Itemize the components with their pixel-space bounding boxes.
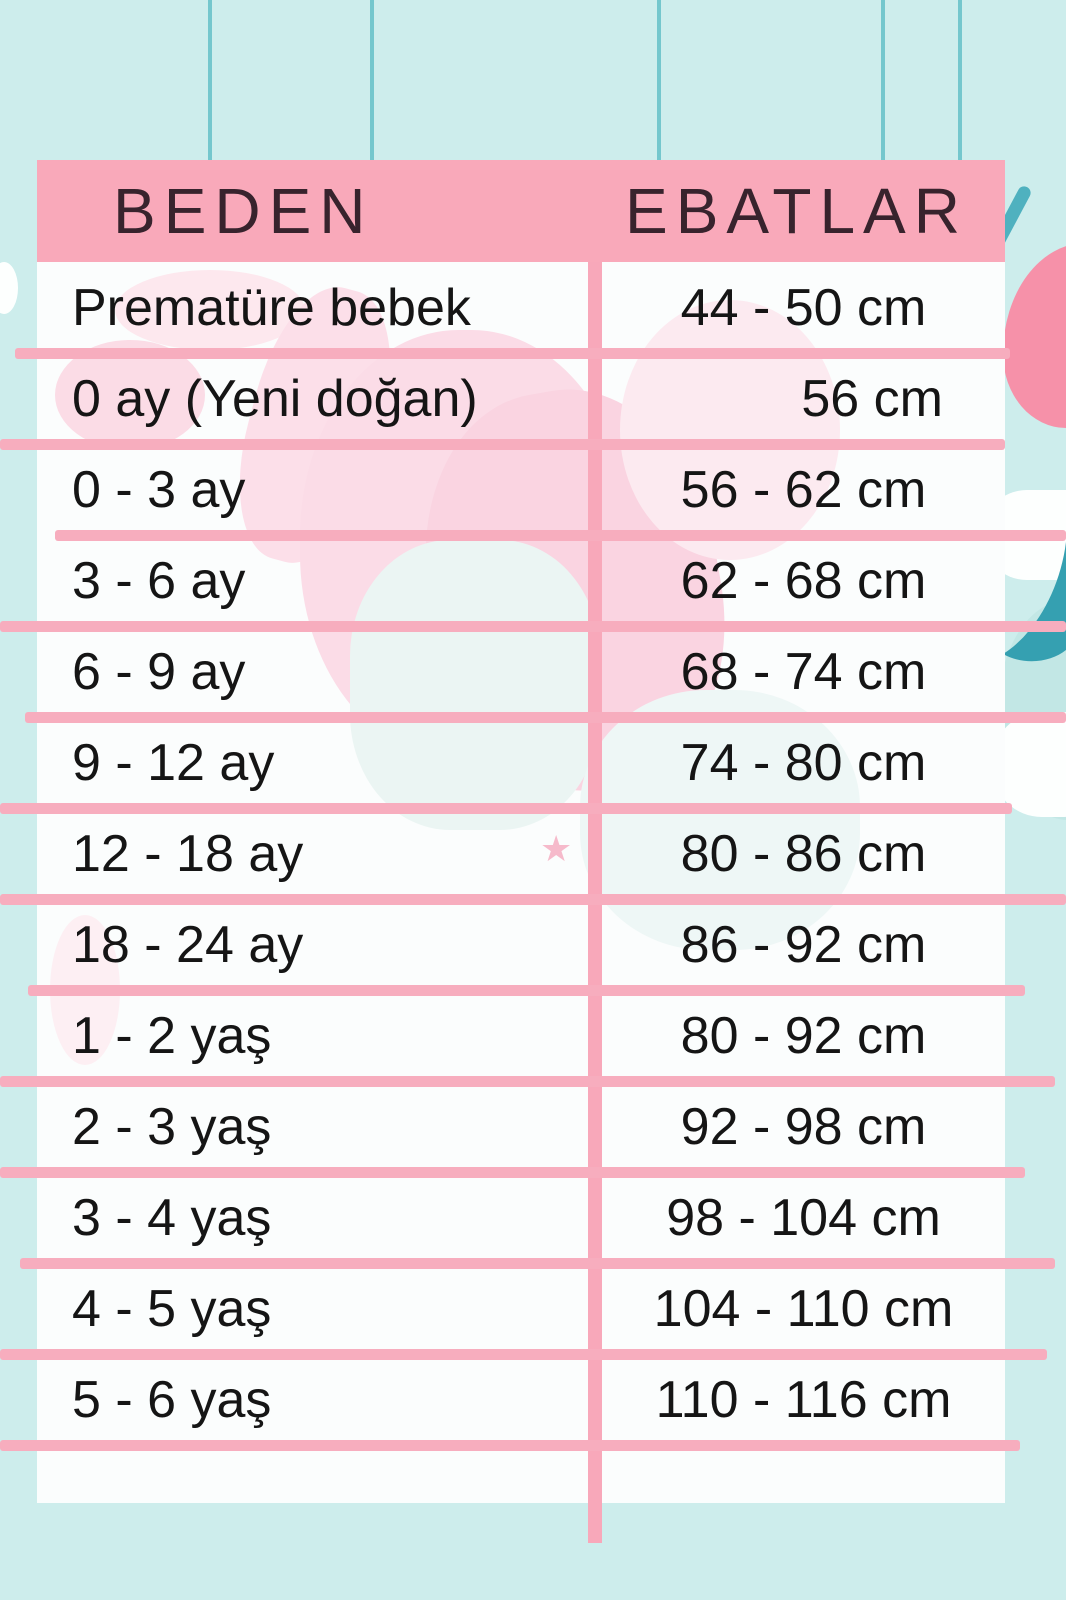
table-row xyxy=(37,1354,1005,1445)
table-row xyxy=(37,535,1005,626)
star-icon: ★ xyxy=(540,828,573,869)
whale-tail-icon xyxy=(1003,542,1066,692)
table-row xyxy=(37,353,1005,444)
size-cell: 9 - 12 ay xyxy=(72,733,275,792)
size-cell: 4 - 5 yaş xyxy=(72,1279,272,1338)
hanging-string-icon xyxy=(370,0,374,160)
row-separator-line xyxy=(0,621,1066,632)
size-cell: 5 - 6 yaş xyxy=(72,1370,272,1429)
header-ebatlar: EBATLAR xyxy=(625,175,968,247)
row-separator-line xyxy=(0,1440,1020,1451)
size-cell: 0 - 3 ay xyxy=(72,460,246,519)
table-header xyxy=(37,160,1005,262)
table-row xyxy=(37,444,1005,535)
hanging-string-icon xyxy=(881,0,885,160)
row-separator-line xyxy=(0,439,1005,450)
size-cell: 1 - 2 yaş xyxy=(72,1006,272,1065)
table-row xyxy=(37,899,1005,990)
size-cell: 18 - 24 ay xyxy=(72,915,304,974)
range-cell: 92 - 98 cm xyxy=(680,1097,927,1156)
range-cell: 56 - 62 cm xyxy=(680,460,927,519)
range-cell: 74 - 80 cm xyxy=(680,733,927,792)
size-cell: 12 - 18 ay xyxy=(72,824,304,883)
range-cell: 62 - 68 cm xyxy=(680,551,927,610)
cloud-icon xyxy=(0,262,18,314)
table-row xyxy=(37,1081,1005,1172)
size-table xyxy=(37,160,1005,1503)
row-separator-line xyxy=(0,1167,1025,1178)
row-separator-line xyxy=(0,803,1012,814)
row-separator-line xyxy=(55,530,1066,541)
table-row xyxy=(37,717,1005,808)
table-row xyxy=(37,1172,1005,1263)
header-beden: BEDEN xyxy=(113,175,374,247)
range-cell: 104 - 110 cm xyxy=(653,1279,954,1338)
row-separator-line xyxy=(0,894,1066,905)
row-separator-line xyxy=(25,712,1066,723)
range-cell: 56 cm xyxy=(801,369,943,428)
size-cell: Prematüre bebek xyxy=(72,278,471,337)
range-cell: 80 - 86 cm xyxy=(680,824,927,883)
hanging-string-icon xyxy=(657,0,661,160)
table-row xyxy=(37,626,1005,717)
size-cell: 6 - 9 ay xyxy=(72,642,246,701)
row-separator-line xyxy=(20,1258,1055,1269)
row-separator-line xyxy=(28,985,1025,996)
table-row xyxy=(37,990,1005,1081)
range-cell: 86 - 92 cm xyxy=(680,915,927,974)
size-cell: 3 - 6 ay xyxy=(72,551,246,610)
range-cell: 80 - 92 cm xyxy=(680,1006,927,1065)
row-separator-line xyxy=(15,348,1010,359)
row-separator-line xyxy=(0,1349,1047,1360)
range-cell: 68 - 74 cm xyxy=(680,642,927,701)
row-separator-line xyxy=(0,1076,1055,1087)
size-cell: 3 - 4 yaş xyxy=(72,1188,272,1247)
range-cell: 98 - 104 cm xyxy=(666,1188,941,1247)
pink-fruit-icon xyxy=(1003,243,1066,428)
hanging-string-icon xyxy=(958,0,962,160)
table-row xyxy=(37,808,1005,899)
hanging-string-icon xyxy=(208,0,212,160)
table-row xyxy=(37,1263,1005,1354)
size-cell: 0 ay (Yeni doğan) xyxy=(72,369,478,428)
range-cell: 110 - 116 cm xyxy=(655,1370,952,1429)
range-cell: 44 - 50 cm xyxy=(680,278,927,337)
size-cell: 2 - 3 yaş xyxy=(72,1097,272,1156)
table-row xyxy=(37,262,1005,353)
